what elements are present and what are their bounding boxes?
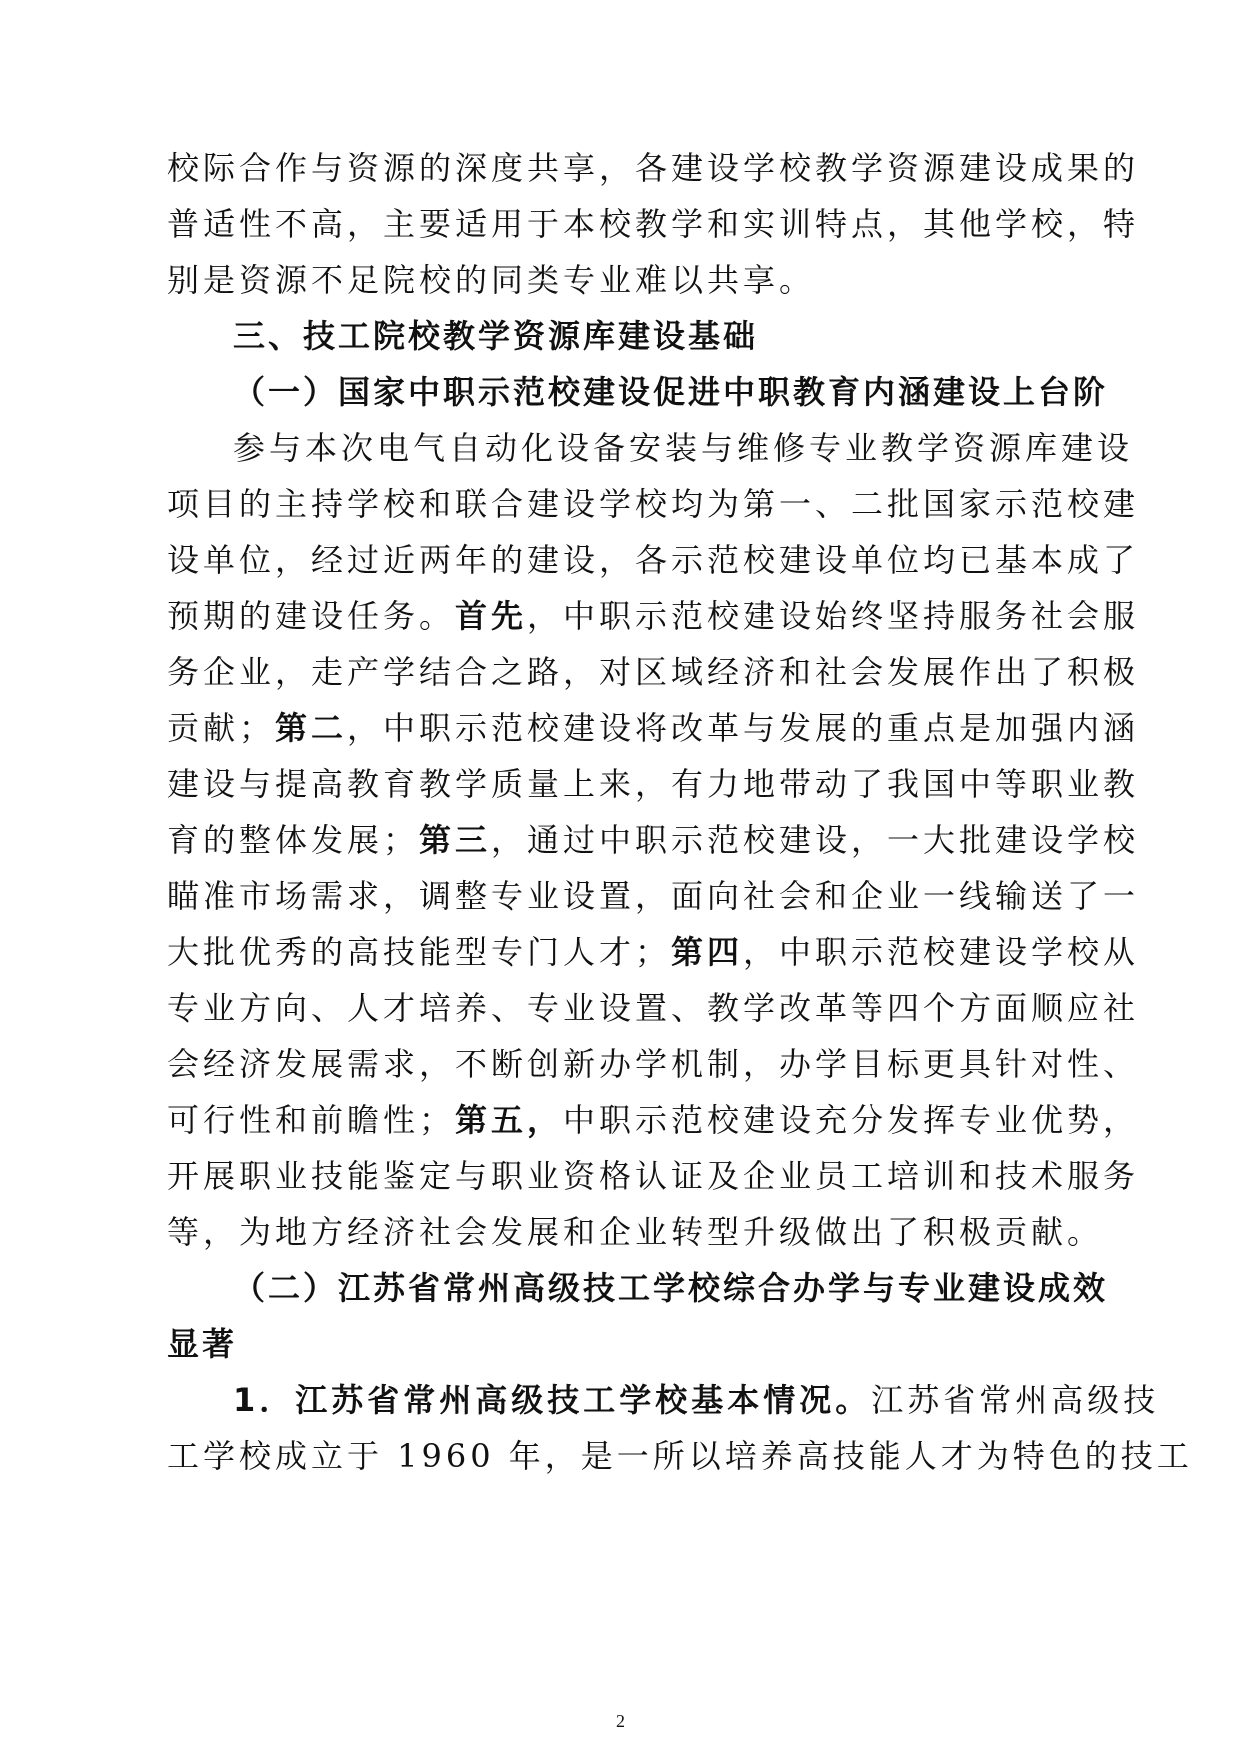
text-run: 育的整体发展； xyxy=(167,821,420,859)
body-line-7 xyxy=(167,596,1140,636)
body-line-19 xyxy=(233,1380,1160,1420)
body-line-6: 设单位，经过近两年的建设，各示范校建设单位均已基本成了 xyxy=(167,541,1140,579)
emphasis-fifth: 第五， xyxy=(455,1101,564,1139)
body-line-18: 等，为地方经济社会发展和企业转型升级做出了积极贡献。 xyxy=(167,1213,1104,1251)
text-run: ，中职示范校建设将改革与发展的重点是加强内涵 xyxy=(347,709,1140,747)
body-line-15: 会经济发展需求，不断创新办学机制，办学目标更具针对性、 xyxy=(167,1045,1140,1083)
body-line-9 xyxy=(167,708,1140,748)
text-run: ，通过中职示范校建设，一大批建设学校 xyxy=(491,821,1140,859)
body-line-3: 别是资源不足院校的同类专业难以共享。 xyxy=(167,261,816,299)
text-run: 贡献； xyxy=(167,709,276,747)
text-run: 预期的建设任务。 xyxy=(167,597,456,635)
body-line-13 xyxy=(167,932,1140,972)
body-line-4: 参与本次电气自动化设备安装与维修专业教学资源库建设 xyxy=(233,429,1134,467)
body-line-10: 建设与提高教育教学质量上来，有力地带动了我国中等职业教 xyxy=(167,765,1140,803)
item-heading-1: 1．江苏省常州高级技工学校基本情况。 xyxy=(233,1381,872,1419)
text-run: ，中职示范校建设学校从 xyxy=(743,933,1140,971)
body-line-5: 项目的主持学校和联合建设学校均为第一、二批国家示范校建 xyxy=(167,485,1140,523)
body-line-17: 开展职业技能鉴定与职业资格认证及企业员工培训和技术服务 xyxy=(167,1157,1140,1195)
emphasis-first: 首先 xyxy=(455,597,528,635)
subsection-heading-1: （一）国家中职示范校建设促进中职教育内涵建设上台阶 xyxy=(233,373,1109,411)
body-line-16 xyxy=(167,1100,1140,1140)
text-run: ，中职示范校建设始终坚持服务社会服 xyxy=(527,597,1140,635)
emphasis-fourth: 第四 xyxy=(671,933,744,971)
text-run: 大批优秀的高技能型专门人才； xyxy=(167,933,672,971)
subsection-heading-2: （二）江苏省常州高级技工学校综合办学与专业建设成效 xyxy=(233,1269,1109,1307)
text-run: 江苏省常州高级技 xyxy=(871,1381,1160,1419)
body-line-1: 校际合作与资源的深度共享，各建设学校教学资源建设成果的 xyxy=(167,149,1140,187)
page-number: 2 xyxy=(616,1711,625,1731)
subsection-heading-2-cont: 显著 xyxy=(167,1325,238,1363)
body-line-14: 专业方向、人才培养、专业设置、教学改革等四个方面顺应社 xyxy=(167,989,1140,1027)
body-line-2: 普适性不高，主要适用于本校教学和实训特点，其他学校，特 xyxy=(167,205,1140,243)
emphasis-second: 第二 xyxy=(275,709,348,747)
text-run: 可行性和前瞻性； xyxy=(167,1101,456,1139)
text-run: 中职示范校建设充分发挥专业优势， xyxy=(563,1101,1140,1139)
emphasis-third: 第三 xyxy=(419,821,492,859)
body-line-20: 工学校成立于 1960 年，是一所以培养高技能人才为特色的技工 xyxy=(167,1437,1193,1475)
body-line-8: 务企业，走产学结合之路，对区域经济和社会发展作出了积极 xyxy=(167,653,1140,691)
section-heading-3: 三、技工院校教学资源库建设基础 xyxy=(233,317,759,355)
body-line-11 xyxy=(167,820,1140,860)
body-line-12: 瞄准市场需求，调整专业设置，面向社会和企业一线输送了一 xyxy=(167,877,1140,915)
